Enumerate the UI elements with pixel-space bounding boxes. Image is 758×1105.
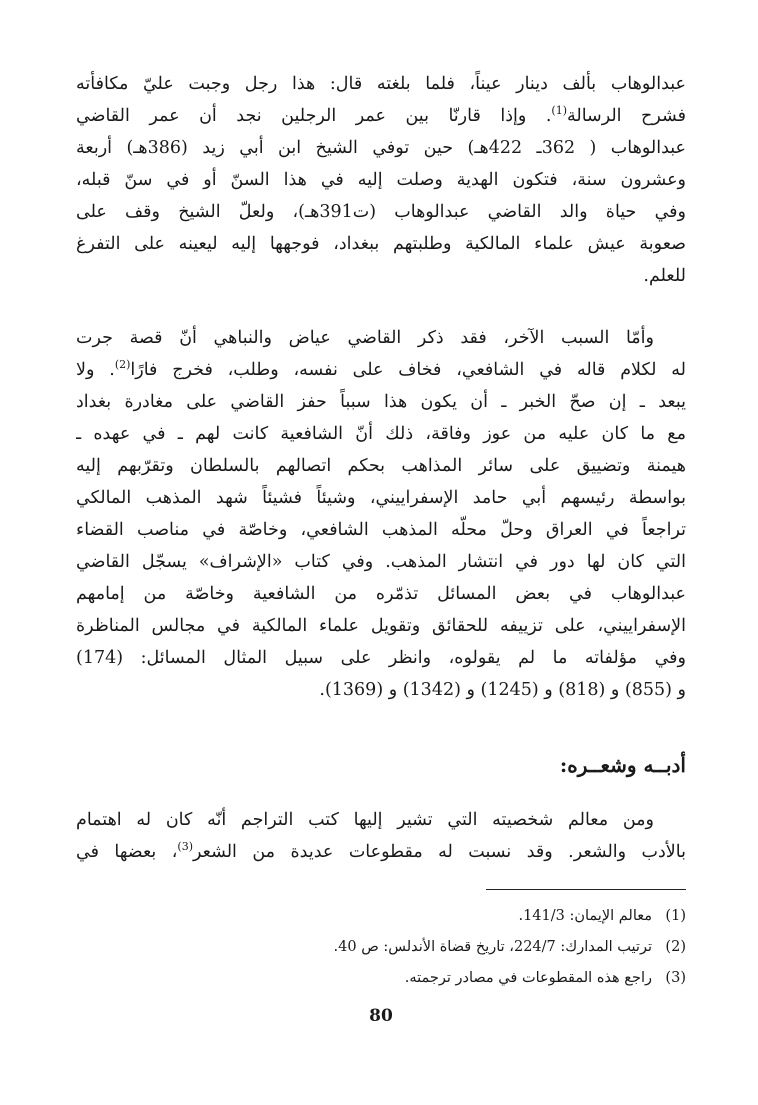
text-line: و (855) و (818) و (1245) و (1342) و (1369).: [319, 680, 686, 700]
footnote-text: ترتيب المدارك: 224/7، تاريخ قضاة الأندلس: ص 40.: [333, 939, 652, 955]
paragraph-3: [76, 804, 686, 868]
text-line: التي كان لها دور في انتشار المذهب. وفي كتاب «الإشراف» يسجّل القاضي: [76, 552, 686, 572]
text-line: هيمنة وتضييق على سائر المذاهب بحكم اتصالهم بالسلطان وتقرّبهم إليه: [76, 456, 686, 476]
paragraph-2: [76, 322, 686, 706]
footnote-number: (3): [665, 970, 686, 986]
footnote-text: راجع هذه المقطوعات في مصادر ترجمته.: [404, 970, 652, 986]
text-line: عبدالوهاب في بعض المسائل تذمّره من الشافعية وخاصّة من إمامهم: [76, 584, 686, 604]
page-number: 80: [369, 1006, 393, 1026]
footnote: [76, 964, 686, 995]
footnote-text: معالم الإيمان: 141/3.: [518, 908, 652, 924]
text-line: بالأدب والشعر. وقد نسبت له مقطوعات عديدة من الشعر$^{(3)}$، بعضها في: [76, 840, 686, 862]
text-line: يبعد ـ إن صحّ الخبر ـ أن يكون هذا سبباً حفز القاضي على مغادرة بغداد: [76, 392, 686, 412]
text-line: فشرح الرسالة$^{(1)}$. وإذا قارنّا بين عمر الرجلين نجد أن عمر القاضي: [76, 104, 686, 126]
text-line: ومن معالم شخصيته التي تشير إليها كتب التراجم أنّه كان له اهتمام: [76, 810, 654, 830]
text-line: صعوبة عيش علماء المالكية وطلبتهم ببغداد، فوجهها إليه ليعينه على التفرغ: [76, 234, 686, 254]
footnote: [76, 902, 686, 933]
text-line: وفي حياة والد القاضي عبدالوهاب (ت391هـ)، ولعلّ الشيخ وقف على: [76, 202, 686, 222]
paragraph-1: [76, 68, 686, 292]
footnotes: [76, 902, 686, 995]
text-line: للعلم.: [643, 266, 686, 286]
text-line: وفي مؤلفاته ما لم يقولوه، وانظر على سبيل المثال المسائل: (174): [76, 648, 686, 668]
text-line: تراجعاً في العراق وحلّ محلّه المذهب الشافعي، وخاصّة في مناصب القضاء: [76, 520, 686, 540]
text-line: عبدالوهاب ( 362ـ 422هـ) حين توفي الشيخ ابن أبي زيد (386هـ) أربعة: [76, 138, 686, 158]
text-line: له لكلام قاله في الشافعي، فخاف على نفسه، وطلب، فخرج فارًا$^{(2)}$. ولا: [76, 358, 686, 380]
footnote: [76, 933, 686, 964]
text-line: وعشرون سنة، فتكون الهدية وصلت إليه في هذا السنّ أو في سنّ قبله،: [76, 170, 686, 190]
text-line: مع ما كان عليه من عوز وفاقة، ذلك أنّ الشافعية كانت لهم ـ في عهده ـ: [76, 424, 686, 444]
section-heading: أدبــه وشعــره:: [559, 753, 686, 777]
footnote-number: (1): [665, 908, 686, 924]
text-line: وأمّا السبب الآخر، فقد ذكر القاضي عياض والنباهي أنّ قصة جرت: [76, 328, 654, 348]
text-line: عبدالوهاب بألف دينار عيناً، فلما بلغته قال: هذا رجل وجبت عليّ مكافأته: [76, 74, 686, 94]
text-line: الإسفراييني، على تزييفه للحقائق وتقويل علماء المالكية في مجالس المناظرة: [76, 616, 686, 636]
footnote-number: (2): [665, 939, 686, 955]
footnote-divider: [486, 889, 686, 890]
text-line: بواسطة رئيسهم أبي حامد الإسفراييني، وشيئاً فشيئاً شهد المذهب المالكي: [76, 488, 686, 508]
